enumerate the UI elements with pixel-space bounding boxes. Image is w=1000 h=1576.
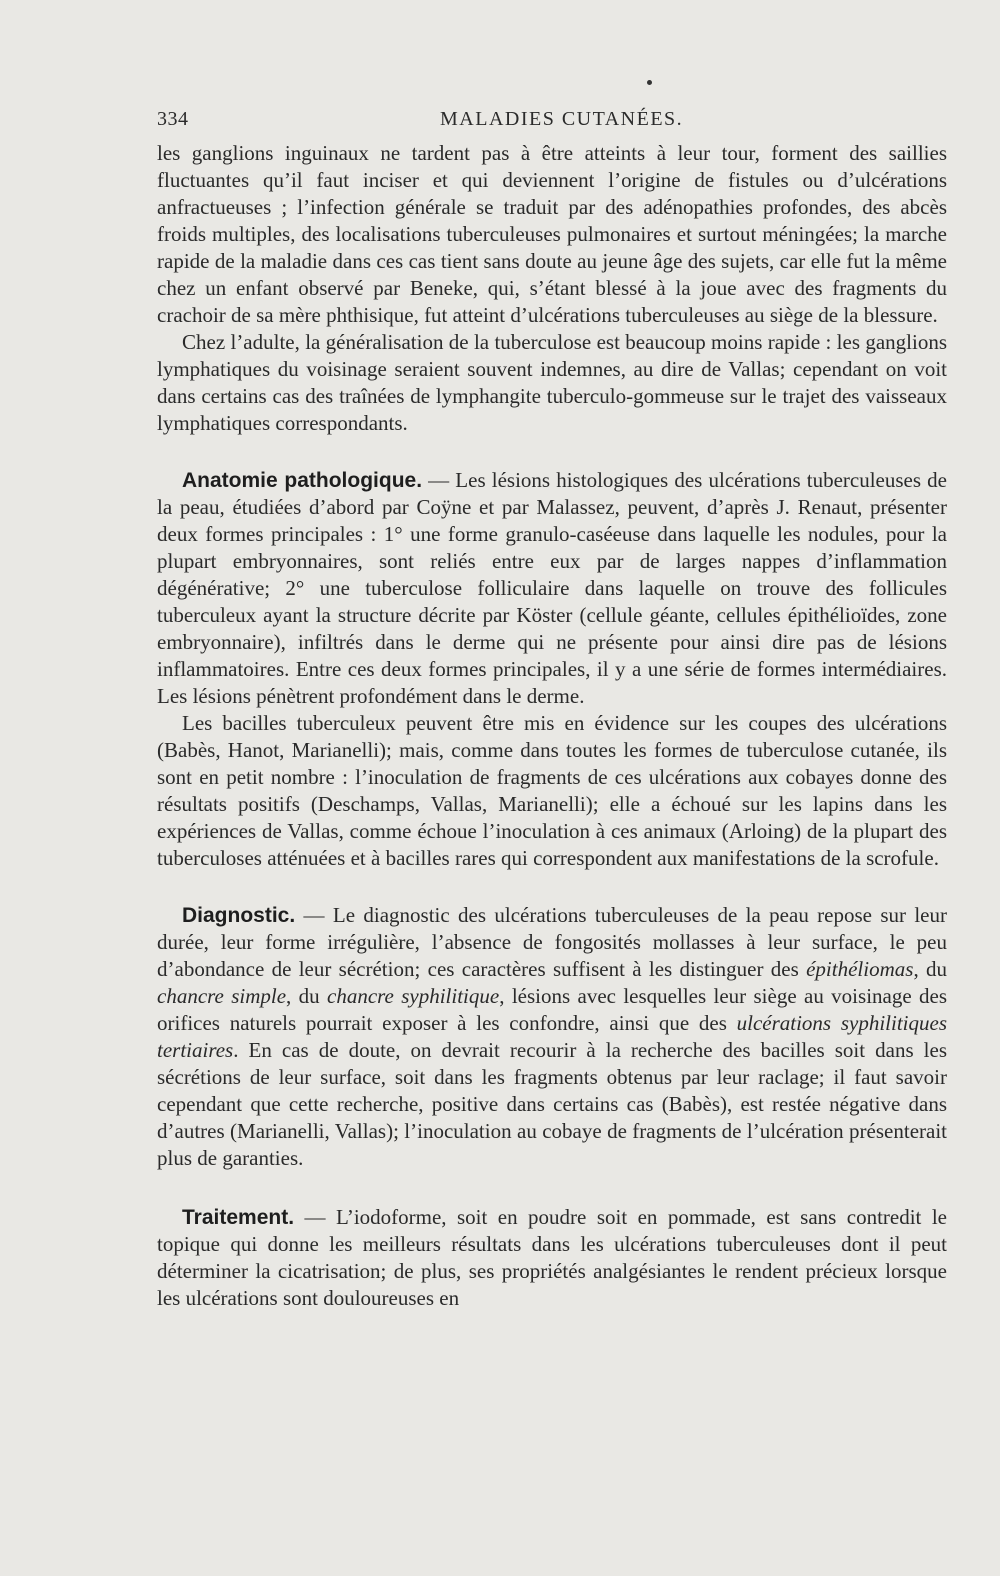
paragraph-ganglions: les ganglions inguinaux ne tardent pas à être atteints à leur tour, forment des saillies fluctuantes qu’il faut inciser et qui deviennent l’origine de fistules ou d’ulcérations anfractueuses ; l’infection générale se traduit par des adénopathies profondes, des abcès froids multiples, des localisations tuberculeuses pulmonaires et surtout méningées; la marche rapide de la maladie dans ces cas tient sans doute au jeune âge des sujets, car elle fut la même chez un enfant observé par Beneke, qui, s’étant blessé à la joue avec des fragments du crachoir de sa mère phthisique, fut atteint d’ulcérations tuberculeuses au siège de la blessure. xyxy=(157,141,947,327)
diagnostic-text-b: , du xyxy=(913,957,947,981)
section-gap xyxy=(157,872,947,902)
section-gap xyxy=(157,437,947,467)
term-ulcerations-syphilitiques: ulcérations syphilitiques tertiaires xyxy=(157,1011,947,1062)
section-gap xyxy=(157,1172,947,1204)
term-chancre-simple: chancre simple xyxy=(157,984,287,1008)
diagnostic-text-d: , lésions avec lesquelles leur siège au voisinage des orifices naturels pourrait exposer à les confondre, ainsi que des xyxy=(157,984,948,1035)
term-chancre-syphilitique: chancre syphilitique xyxy=(327,984,500,1008)
section-heading-anatomie: Anatomie pathologique. xyxy=(182,469,423,492)
term-epitheliomas: épithéliomas xyxy=(806,957,914,981)
section-anatomie xyxy=(157,467,947,710)
paragraph-adulte: Chez l’adulte, la généralisation de la tuberculose est beaucoup moins rapide : les ganglions lymphatiques du voisinage seraient souvent indemnes, au dire de Vallas; cependant on voit dans certains cas des traînées de lymphangite tuberculo-gommeuse sur le trajet des vaisseaux lymphatiques correspondants. xyxy=(157,330,947,435)
page-body xyxy=(157,140,947,1312)
section-heading-traitement: Traitement. xyxy=(182,1206,295,1229)
paragraph-bacilles: Les bacilles tuberculeux peuvent être mis en évidence sur les coupes des ulcérations (Babès, Hanot, Marianelli); mais, comme dans toutes les formes de tuberculose cutanée, ils sont en petit nombre : l’inoculation de fragments de ces ulcérations aux cobayes donne des résultats positifs (Deschamps, Vallas, Marianelli); elle a échoué sur les lapins dans les expériences de Vallas, comme échoue l’inoculation à ces animaux (Arloing) de la plupart des tuberculoses atténuées et à bacilles rares qui correspondent aux manifestations de la scrofule. xyxy=(157,711,947,870)
anatomie-text: — Les lésions histologiques des ulcérations tuberculeuses de la peau, étudiées d’abord par Coÿne et par Malassez, peuvent, d’après J. Renaut, présenter deux formes principales : 1° une forme granulo-caséeuse dans laquelle les nodules, pour la plupart embryonnaires, sont reliés entre eux par de larges nappes d’inflammation dégénérative; 2° une tuberculose folliculaire dans laquelle on trouve des follicules tuberculeux ayant la structure décrite par Köster (cellule géante, cellules épithélioïdes, zone embryonnaire), infiltrés dans le derme qui ne présente pour ainsi dire pas de lésions inflammatoires. Entre ces deux formes principales, il y a une série de formes intermédiaires. Les lésions pénètrent profondément dans le derme. xyxy=(157,468,947,708)
section-heading-diagnostic: Diagnostic. xyxy=(182,904,296,927)
traitement-text: — L’iodoforme, soit en poudre soit en pommade, est sans contredit le topique qui donne les meilleurs résultats dans les ulcérations tuberculeuses dont il peut déterminer la cicatrisation; de plus, ses propriétés analgésiantes le rendent précieux lorsque les ulcérations sont douloureuses en xyxy=(157,1205,947,1310)
print-speck xyxy=(647,80,652,85)
page-number: 334 xyxy=(157,108,189,130)
diagnostic-text-a: — Le diagnostic des ulcérations tuberculeuses de la peau repose sur leur durée, leur forme irrégulière, l’absence de fongosités mollasses à leur surface, le peu d’abondance de leur sécrétion; ces caractères suffisent à les distinguer des xyxy=(157,903,947,981)
running-title: MALADIES CUTANÉES. xyxy=(440,108,684,130)
page-header xyxy=(157,108,947,138)
section-traitement xyxy=(157,1204,947,1312)
diagnostic-text-e: . En cas de doute, on devrait recourir à la recherche des bacilles soit dans les sécrétions de leur surface, soit dans les fragments obtenus par leur raclage; il faut savoir cependant que cette recherche, positive dans certains cas (Babès), est restée négative dans d’autres (Marianelli, Vallas); l’inoculation au cobaye de fragments de l’ulcération présenterait plus de garanties. xyxy=(157,1038,947,1170)
diagnostic-text-c: , du xyxy=(286,984,328,1008)
section-diagnostic xyxy=(157,902,947,1172)
